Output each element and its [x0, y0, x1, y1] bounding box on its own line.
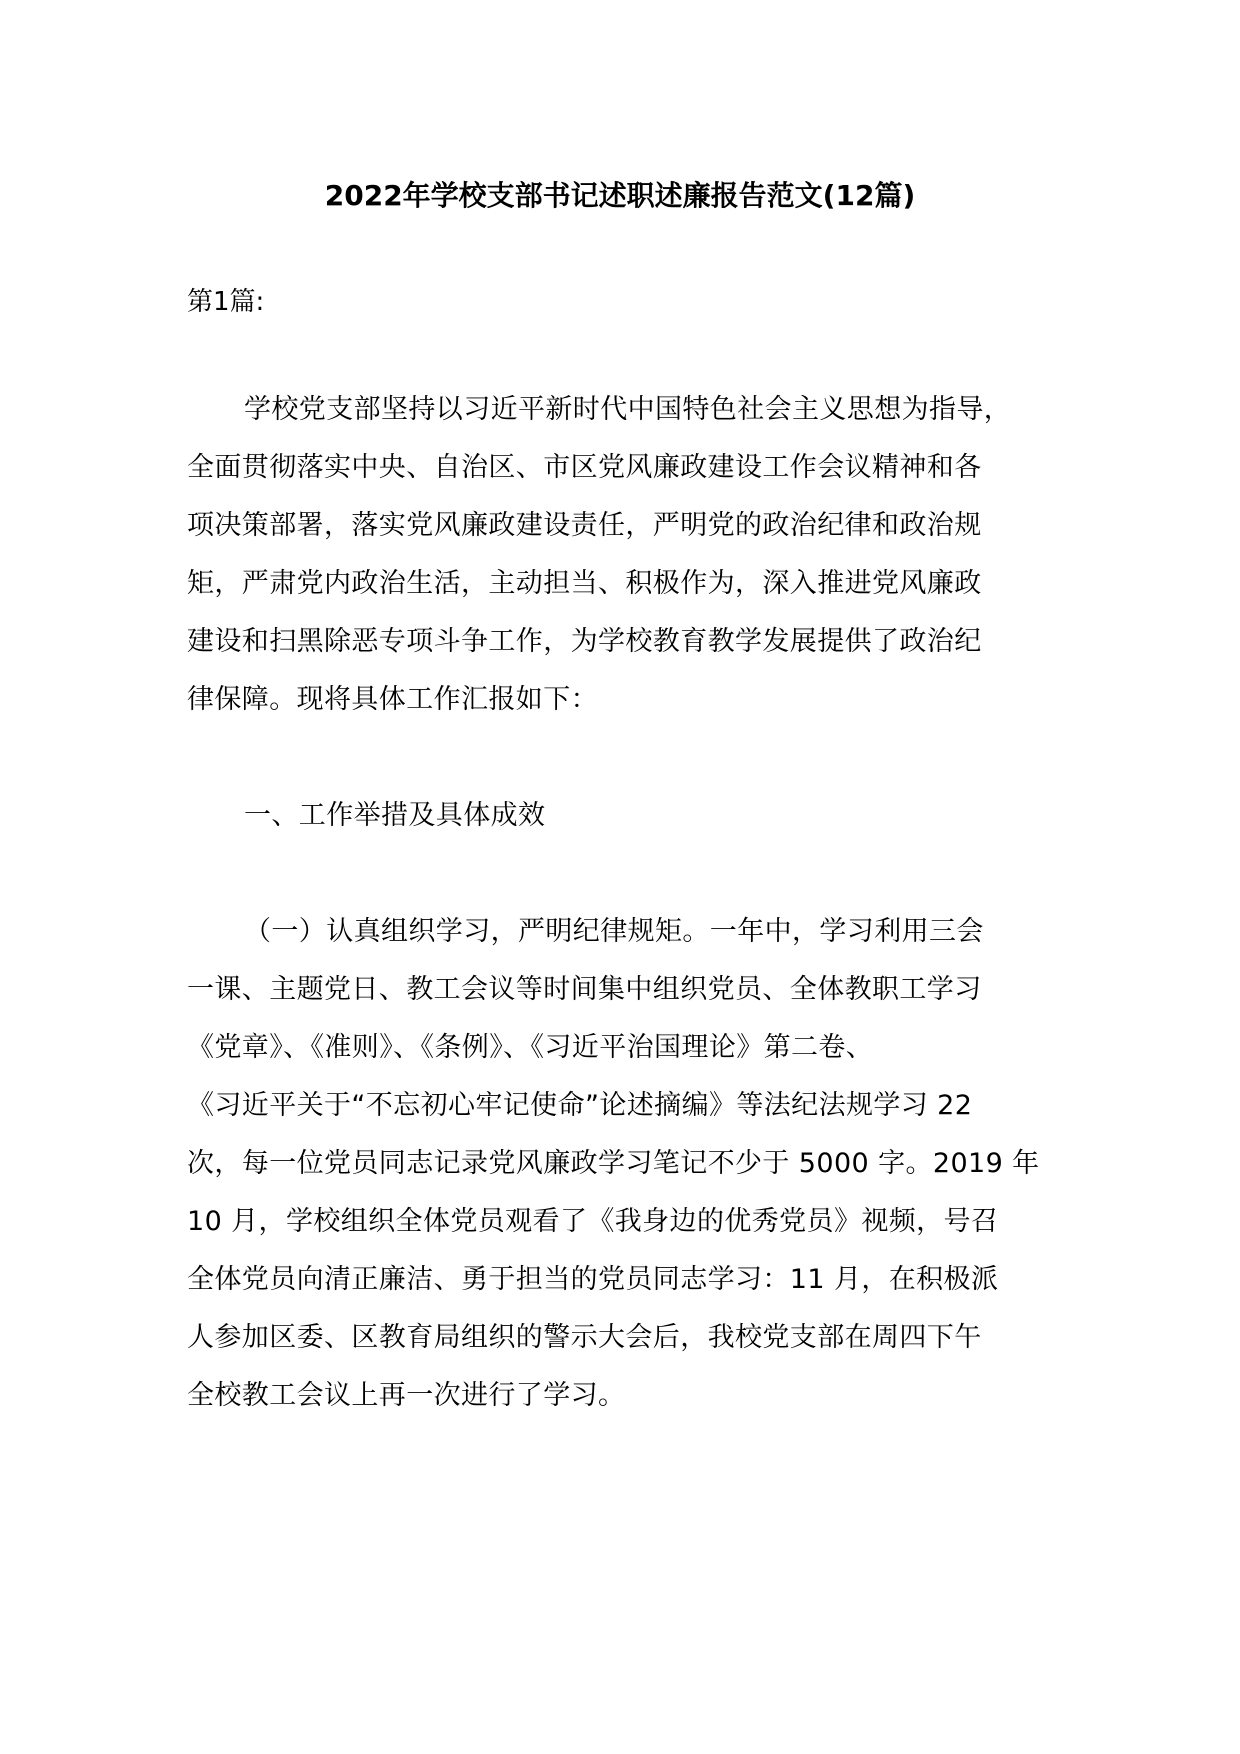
text-line: 人参加区委、区教育局组织的警示大会后，我校党支部在周四下午	[187, 1322, 982, 1353]
text-line: 《习近平关于“不忘初心牢记使命”论述摘编》等法纪法规学习 22	[187, 1090, 973, 1121]
text-line: 建设和扫黑除恶专项斗争工作，为学校教育教学发展提供了政治纪	[187, 626, 982, 657]
document-title: 2022年学校支部书记述职述廉报告范文(12篇)	[324, 179, 916, 212]
text-line: 10 月，学校组织全体党员观看了《我身边的优秀党员》视频，号召	[187, 1206, 999, 1237]
text-line: （一）认真组织学习，严明纪律规矩。一年中，学习利用三会	[244, 916, 984, 947]
text-line: 全面贯彻落实中央、自治区、市区党风廉政建设工作会议精神和各	[187, 452, 982, 483]
text-line: 全校教工会议上再一次进行了学习。	[187, 1380, 626, 1411]
text-line: 学校党支部坚持以习近平新时代中国特色社会主义思想为指导，	[244, 394, 1012, 425]
text-line: 《党章》、《准则》、《条例》、《习近平治国理论》第二卷、	[187, 1032, 874, 1063]
text-line: 一课、主题党日、教工会议等时间集中组织党员、全体教职工学习	[187, 974, 982, 1005]
text-line: 矩，严肃党内政治生活，主动担当、积极作为，深入推进党风廉政	[187, 568, 982, 599]
section-heading: 一、工作举措及具体成效	[244, 800, 546, 831]
text-line: 全体党员向清正廉洁、勇于担当的党员同志学习：11 月，在积极派	[187, 1264, 999, 1295]
text-line: 律保障。现将具体工作汇报如下：	[187, 684, 598, 715]
text-line: 项决策部署，落实党风廉政建设责任，严明党的政治纪律和政治规	[187, 510, 982, 541]
text-line: 次，每一位党员同志记录党风廉政学习笔记不少于 5000 字。2019 年	[187, 1148, 1040, 1179]
chapter-label: 第1篇:	[187, 287, 265, 317]
